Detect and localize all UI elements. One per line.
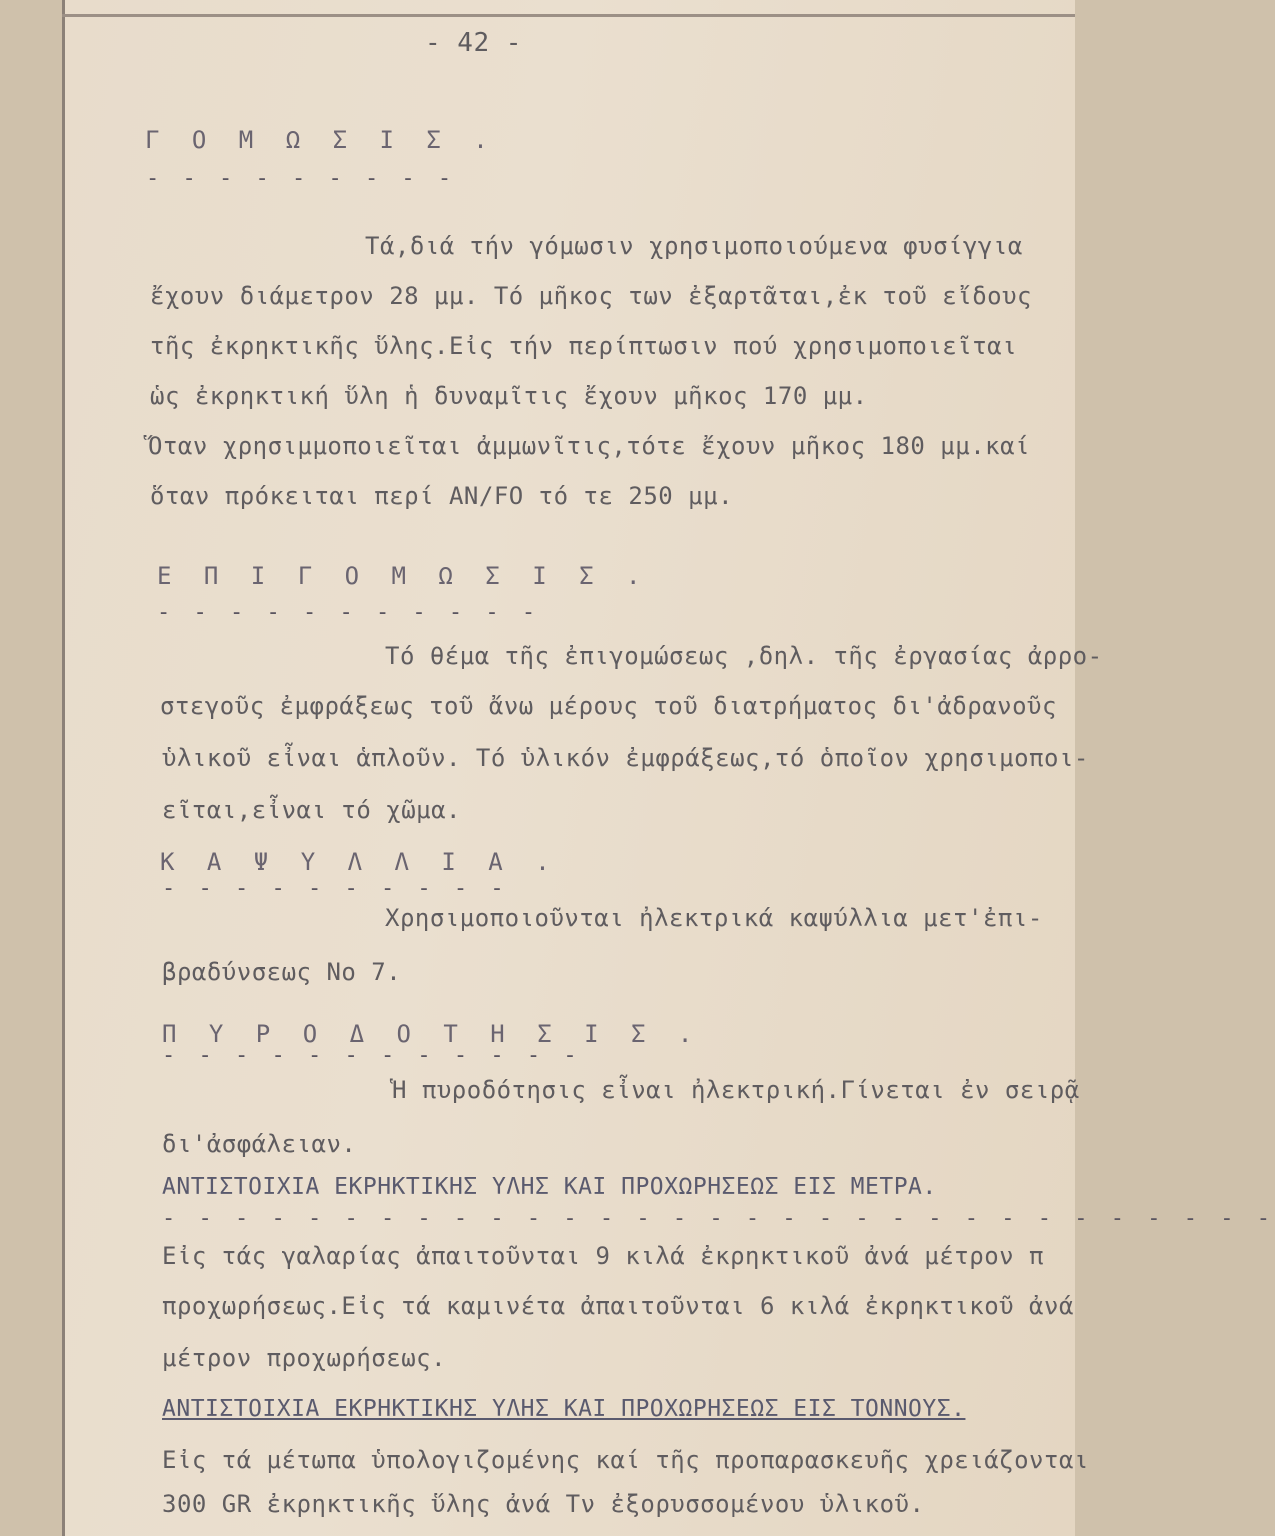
text-line: Εἰς τά μέτωπα ὑπολογιζομένης καί τῆς προπαρασκευῆς χρειάζονται (162, 1446, 1089, 1474)
page-number: - 42 - (425, 28, 522, 58)
text-line: 300 GR ἐκρηκτικῆς ὕλης ἀνά Τν ἐξορυσσομένου ὑλικοῦ. (162, 1490, 925, 1518)
section-heading-explosive-per-metre: ΑΝΤΙΣΤΟΙΧΙΑ ΕΚΡΗΚΤΙΚΗΣ ΥΛΗΣ ΚΑΙ ΠΡΟΧΩΡΗΣΕΩΣ ΕΙΣ ΜΕΤΡΑ. (162, 1174, 937, 1200)
text-line: Εἰς τάς γαλαρίας ἀπαιτοῦνται 9 κιλά ἐκρηκτικοῦ ἀνά μέτρον π (162, 1242, 1045, 1270)
text-line: ὡς ἐκρηκτική ὕλη ἡ δυναμῖτις ἔχουν μῆκος 170 μμ. (150, 382, 868, 410)
section-heading-epigomosis: Ε Π Ι Γ Ο Μ Ω Σ Ι Σ . (157, 562, 650, 590)
section-heading-kapsyllia: Κ Α Ψ Υ Λ Λ Ι Α . (160, 848, 559, 876)
text-line: Τά,διά τήν γόμωσιν χρησιμοποιούμενα φυσίγγια (365, 232, 1023, 260)
text-line: Τό θέμα τῆς ἐπιγομώσεως ,δηλ. τῆς ἐργασίας ἀρρο- (385, 642, 1103, 670)
text-line: εῖται,εἶναι τό χῶμα. (162, 796, 461, 824)
heading-underline: - - - - - - - - - - - (157, 600, 541, 625)
page-top-edge (62, 14, 1075, 17)
heading-underline: - - - - - - - - - (146, 166, 457, 191)
text-line: βραδύνσεως Νο 7. (162, 958, 402, 986)
heading-underline: - - - - - - - - - - (162, 876, 509, 901)
text-line: προχωρήσεως.Εἰς τά καμινέτα ἀπαιτοῦνται 6 κιλά ἐκρηκτικοῦ ἀνά (162, 1292, 1074, 1320)
heading-underline: - - - - - - - - - - - - (162, 1043, 582, 1068)
text-line: τῆς ἐκρηκτικῆς ὕλης.Εἰς τήν περίπτωσιν πού χρησιμοποιεῖται (150, 332, 1018, 360)
text-line: μέτρον προχωρήσεως. (162, 1344, 447, 1372)
text-line: Ἡ πυροδότησις εἶναι ἠλεκτρική.Γίνεται ἐν σειρᾷ (392, 1076, 1080, 1104)
section-heading-explosive-per-tonne: ΑΝΤΙΣΤΟΙΧΙΑ ΕΚΡΗΚΤΙΚΗΣ ΥΛΗΣ ΚΑΙ ΠΡΟΧΩΡΗΣΕΩΣ ΕΙΣ ΤΟΝΝΟΥΣ. (162, 1396, 966, 1422)
text-line: στεγοῦς ἐμφράξεως τοῦ ἄνω μέρους τοῦ διατρήματος δι'ἀδρανοῦς (160, 692, 1057, 720)
text-line: ὅταν πρόκειται περί ΑΝ/FO τό τε 250 μμ. (150, 482, 734, 510)
text-line: Ὅταν χρησιμμοποιεῖται ἀμμωνῖτις,τότε ἔχουν μῆκος 180 μμ.καί (148, 432, 1031, 460)
text-line: δι'ἀσφάλειαν. (162, 1130, 357, 1158)
heading-underline: - - - - - - - - - - - - - - - - - - - - - - - - - - - - - - - (162, 1206, 1275, 1231)
text-line: Χρησιμοποιοῦνται ἠλεκτρικά καψύλλια μετ'ἐπι- (385, 904, 1043, 932)
text-line: ὑλικοῦ εἶναι ἁπλοῦν. Τό ὑλικόν ἐμφράξεως,τό ὁποῖον χρησιμοποι- (162, 744, 1089, 772)
section-heading-pyrodotisis: Π Υ Ρ Ο Δ Ο Τ Η Σ Ι Σ . (162, 1020, 702, 1048)
text-line: ἔχουν διάμετρον 28 μμ. Τό μῆκος των ἐξαρτᾶται,ἐκ τοῦ εἴδους (150, 282, 1033, 310)
section-heading-gomosis: Γ Ο Μ Ω Σ Ι Σ . (145, 126, 497, 154)
